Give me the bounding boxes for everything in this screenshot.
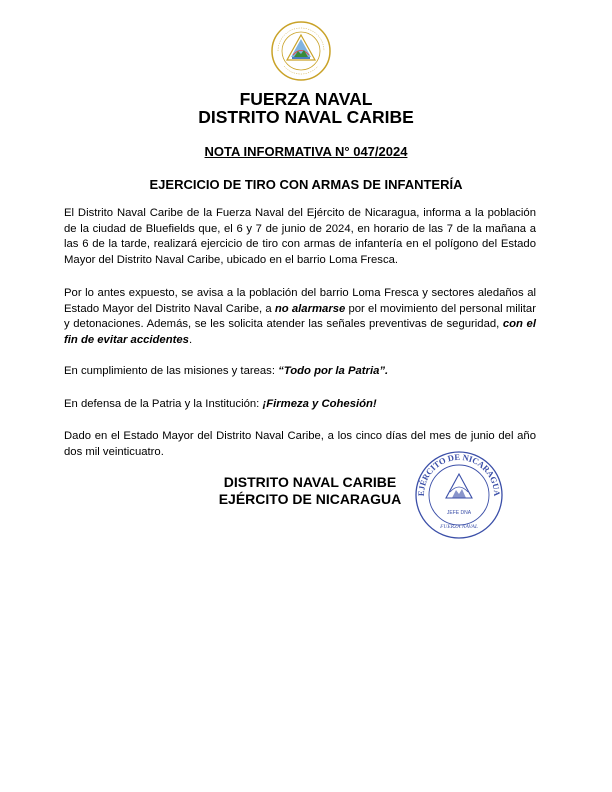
- emphasis-evitar-accidentes: con el fin de evitar accidentes: [64, 318, 536, 347]
- signature-ejercito: EJÉRCITO DE NICARAGUA: [218, 491, 402, 507]
- document-subject: EJERCICIO DE TIRO CON ARMAS DE INFANTERÍA: [149, 177, 463, 192]
- paragraph-date: Dado en el Estado Mayor del Distrito Naval Caribe, a los cinco días del mes de junio del año dos mil veinticuatro.: [64, 430, 536, 458]
- paragraph-warning: [64, 286, 536, 349]
- header-fuerza-naval: FUERZA NAVAL: [239, 89, 373, 109]
- paragraph-motto-2: [64, 397, 536, 413]
- document-number: NOTA INFORMATIVA N° 047/2024: [204, 144, 408, 159]
- paragraph-warning-end: .: [188, 334, 193, 347]
- stamp-center-text: JEFE DNA: [446, 510, 472, 516]
- motto-firmeza-cohesion: ¡Firmeza y Cohesión!: [262, 398, 377, 410]
- motto-2-intro: En defensa de la Patria y la Institución:: [64, 398, 263, 410]
- stamp-ring-text: EJÉRCITO DE NICARAGUA: [415, 451, 503, 497]
- paragraph-warning-text: Por lo antes expuesto, se avisa a la población del barrio Loma Fresca y sectores aledaños al Estado Mayor del Distrito Naval Caribe, a: [64, 287, 536, 315]
- signature-distrito: DISTRITO NAVAL CARIBE: [223, 474, 397, 490]
- motto-todo-por-la-patria: “Todo por la Patria”.: [278, 365, 389, 377]
- stamp-bottom-text: FUERZA NAVAL: [440, 524, 478, 530]
- motto-1-intro: En cumplimiento de las misiones y tareas:: [64, 365, 279, 377]
- paragraph-warning-text-2: por el movimiento del personal militar y detonaciones. Además, se les solicita atender las señales preventivas de seguridad,: [64, 302, 536, 331]
- emphasis-no-alarmarse: no alarmarse: [274, 302, 346, 315]
- official-stamp-icon: [414, 450, 504, 540]
- nicaragua-coat-of-arms-icon: [270, 20, 332, 82]
- paragraph-announcement: El Distrito Naval Caribe de la Fuerza Naval del Ejército de Nicaragua, informa a la población de la ciudad de Bluefields que, el 6 y 7 de junio de 2024, en horario de las 7 de la mañana a las 6 de la tarde, realizará ejercicio de tiro con armas de infantería en el polígono del Estado Mayor del Distrito Naval Caribe, ubicado en el barrio Loma Fresca.: [64, 207, 536, 267]
- header-distrito-naval: DISTRITO NAVAL CARIBE: [198, 107, 414, 127]
- paragraph-motto-1: [64, 364, 536, 380]
